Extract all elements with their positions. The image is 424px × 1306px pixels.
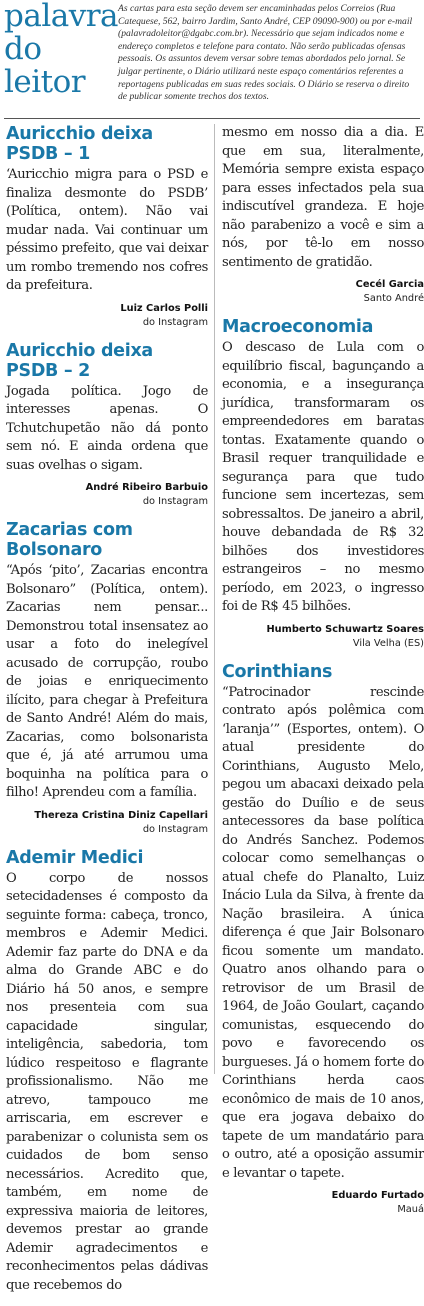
letter-body: O descaso de Lula com o equilíbrio fiscal, bagunçando a economia, e a insegurança jurídica, transformaram os empreendedores em baratas tontas. Exatamente quando o Brasil requer tranquilidade e segurança para que tudo funcione sem incertezas, sem sobressaltos. De janeiro a abril, houve debandada de R$ 32 bilhões dos investidores estrangeiros – no mesmo período, em 2023, o ingresso foi de R$ 45 bilhões. — [222, 340, 424, 614]
letter-author: Luiz Carlos Polli — [120, 302, 208, 314]
masthead-line-1: palavra — [4, 0, 119, 34]
letter-body: ‘Auricchio migra para o PSD e finaliza desmonte do PSDB’ (Política, ontem). Não vai mudar nada. Vai continuar um péssimo prefeito, que vai deixar um rombo tremendo nos cofres da prefeitura. — [6, 167, 208, 293]
letter-title: Auricchio deixa PSDB – 2 — [6, 340, 153, 381]
letter-place: do Instagram — [142, 316, 208, 328]
letter-place: Santo André — [363, 293, 424, 304]
letter — [222, 317, 424, 651]
section-intro: As cartas para esta seção devem ser encaminhadas pelos Correios (Rua Catequese, 562, bairro Jardim, Santo André, CEP 09090-900) ou por e-mail (palavradoleitor@dgabc.com.br). Necessário que sejam indicados nome e endereço completos e telefone para contato. Não serão publicadas ofensas pessoais. Os assuntos devem versar sobre temas abordados pelo jornal. Se julgar pertinente, o Diário utilizará neste espaço comentários referentes a reportagens publicadas em suas redes sociais. O Diário se reserva o direito de publicar somente trechos dos textos. — [118, 3, 413, 103]
letter-body: O corpo de nossos setecidadenses é composto da seguinte forma: cabeça, tronco, membros e Ademir Medici. Ademir faz parte do DNA e da alma do Grande ABC e do Diário há 50 anos, e sempre nos presenteia com sua capacidade singular, inteligência, sabedoria, tom lúdico respeitoso e flagrante profissionalismo. Não me atrevo, tampouco me arriscaria, em escrever e parabenizar o colunista sem os cuidados de bom senso necessários. Acredito que, também, em nome de expressiva maioria de leitores, devemos prestar ao grande Ademir agradecimentos e reconhecimentos pelas dádivas que recebemos do — [6, 870, 208, 1293]
masthead-line-2: do leitor — [4, 31, 86, 100]
letter-author: André Ribeiro Barbuio — [85, 482, 208, 493]
column-divider — [214, 124, 215, 1074]
left-column — [6, 124, 208, 1306]
letter-author: Thereza Cristina Diniz Capellari — [34, 809, 208, 821]
letter-author: Humberto Schuwartz Soares — [266, 623, 424, 635]
letter — [6, 341, 208, 510]
letter-place: Vila Velha (ES) — [352, 637, 424, 649]
letter-title: Corinthians — [222, 661, 333, 682]
letter-title: Zacarias com Bolsonaro — [6, 520, 133, 560]
letter-author: Cecél Garcia — [355, 279, 424, 290]
letter — [222, 662, 424, 1218]
letter — [6, 124, 208, 330]
right-column — [222, 124, 424, 1228]
header-divider — [4, 118, 420, 119]
letter-title: Ademir Medici — [6, 847, 144, 868]
letter-place: do Instagram — [142, 496, 208, 507]
letter-body: “Patrocinador rescinde contrato após polêmica com ‘laranja’” (Esportes, ontem). O atual presidente do Corinthians, Augusto Melo, pegou um abacaxi deixado pela gestão do Duílio e de seus antecessores da base política do Andrés Sanchez. Podemos colocar como semelhanças o atual chefe do Planalto, Luiz Inácio Lula da Silva, à frente da Nação brasileira. A única diferença é que Jair Bolsonaro ficou somente um mandato. Quatro anos olhando para o retrovisor de um Brasil de 1964, de João Goulart, caçando comunistas, esquecendo do povo e favorecendo os burgueses. Já o homem forte do Corinthians herda caos econômico de mais de 10 anos, que era jogava debaixo do tapete de um mandatário para o outro, até a oposição assumir e levantar o tapete. — [222, 684, 424, 1181]
letter-continuation — [222, 124, 424, 306]
letter-body: Jogada política. Jogo de interesses apenas. O Tchutchupetão não dá ponto sem nó. E ainda ordena que suas ovelhas o sigam. — [6, 383, 208, 473]
letter-place: Mauá — [397, 1204, 424, 1215]
letter-body-continued: mesmo em nosso dia a dia. E que em sua, literalmente, Memória sempre exista espaço para esses infectados pela sua indiscutível grandeza. E hoje não parabenizo a você e sim a nós, por tê-lo em nosso sentimento de gratidão. — [222, 125, 424, 270]
letter-body: “Após ‘pito’, Zacarias encontra Bolsonaro” (Política, ontem). Zacarias nem pensar... Demonstrou total insensatez ao usar a foto do inelegível acusado de corrupção, roubo de joias e enriquecimento ilícito, para chegar à Prefeitura de Santo André! Além do mais, Zacarias, como bolsonarista que é, já até arrumou uma boquinha na política para o filho! Aprendeu com a família. — [6, 563, 208, 800]
letter — [6, 848, 208, 1296]
letter-place: do Instagram — [142, 823, 208, 835]
section-masthead — [4, 0, 119, 100]
letter — [6, 520, 208, 837]
letter-author: Eduardo Furtado — [331, 1190, 424, 1201]
letter-title: Macroeconomia — [222, 317, 374, 337]
letter-title: Auricchio deixa PSDB – 1 — [6, 124, 153, 164]
